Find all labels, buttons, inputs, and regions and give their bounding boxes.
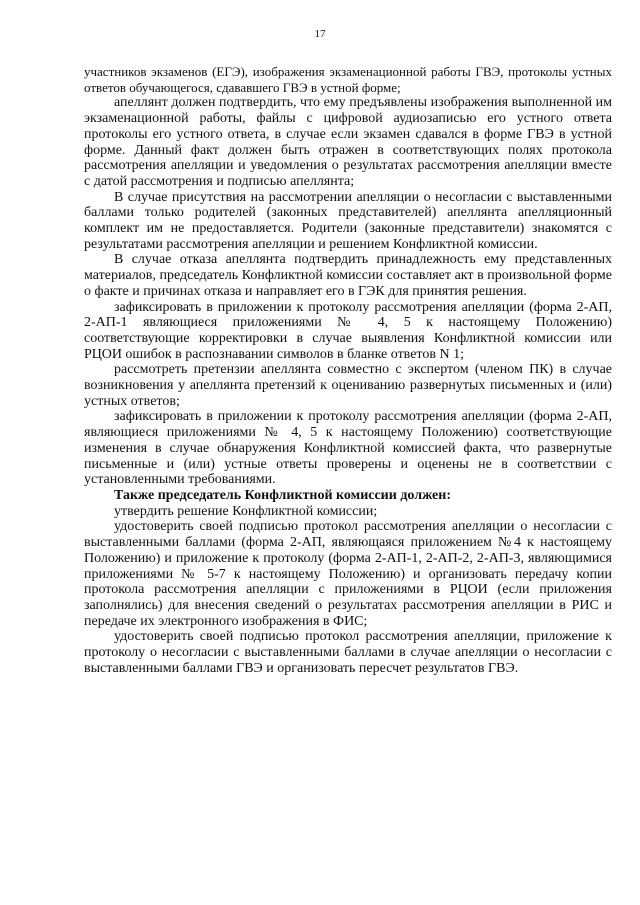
paragraph-refusal: В случае отказа апеллянта подтвердить принадлежность ему представленных материалов, председатель Конфликтной комиссии составляет акт в произвольной форме о факте и причинах отказа и направляет его в ГЭК для принятия решения.	[84, 252, 612, 299]
page-number: 17	[314, 28, 326, 40]
paragraph-parents-presence: В случае присутствия на рассмотрении апелляции о несогласии с выставленными баллами только родителей (законных представителей) апеллянта апелляционный комплект им не предоставляется. Родители (законные представители) знакомятся с результатами рассмотрения апелляции и решением Конфликтной комиссии.	[84, 189, 612, 252]
document-body	[84, 64, 612, 676]
paragraph-continuation: участников экзаменов (ЕГЭ), изображения экзаменационной работы ГВЭ, протоколы устных ответов обучающегося, сдававшего ГВЭ в устной форме;	[84, 64, 612, 95]
paragraph-appellant-confirm: апеллянт должен подтвердить, что ему предъявлены изображения выполненной им экзаменационной работы, файлы с цифровой аудиозаписью его устного ответа протоколы его устного ответа, в случае если экзамен сдавался в форме ГВЭ в устной форме. Данный факт должен быть отражен в соответствующих полях протокола рассмотрения апелляции и уведомления о результатах рассмотрения апелляции вместе с датой рассмотрения и подписью апеллянта;	[84, 95, 612, 189]
paragraph-fix-corrections: зафиксировать в приложении к протоколу рассмотрения апелляции (форма 2-АП, 2-АП-1 являющиеся приложениями № 4, 5 к настоящему Положению) соответствующие корректировки в случае выявления Конфликтной комиссии или РЦОИ ошибок в распознавании символов в бланке ответов N 1;	[84, 299, 612, 362]
paragraph-approve-decision: утвердить решение Конфликтной комиссии;	[114, 503, 378, 519]
paragraph-certify-protocol: удостоверить своей подписью протокол рассмотрения апелляции о несогласии с выставленными баллами (форма 2-АП, являющаяся приложением №4 к настоящему Положению) и приложение к протоколу (форма 2-АП-1, 2-АП-2, 2-АП-3, являющимися приложениями № 5-7 к настоящему Положению) и организовать передачу копии протокола рассмотрения апелляции с приложениями в РЦОИ (если приложения заполнялись) для внесения сведений о результатах рассмотрения апелляции в РИС и передаче их электронного изображения в ФИС;	[84, 519, 612, 629]
paragraph-certify-gve: удостоверить своей подписью протокол рассмотрения апелляции, приложение к протоколу о несогласии с выставленными баллами в случае апелляции о несогласии с выставленными баллами ГВЭ и организовать пересчет результатов ГВЭ.	[84, 629, 612, 676]
paragraph-review-claims: рассмотреть претензии апеллянта совместно с экспертом (членом ПК) в случае возникновения у апеллянта претензий к оцениванию развернутых письменных и (или) устных ответов;	[84, 362, 612, 409]
paragraph-chairman-heading: Также председатель Конфликтной комиссии должен:	[114, 487, 451, 503]
paragraph-fix-changes: зафиксировать в приложении к протоколу рассмотрения апелляции (форма 2-АП, являющиеся приложениями № 4, 5 к настоящему Положению) соответствующие изменения в случае обнаружения Конфликтной комиссией факта, что развернутые письменные и (или) устные ответы проверены и оценены не в соответствии с установленными требованиями.	[84, 409, 612, 488]
